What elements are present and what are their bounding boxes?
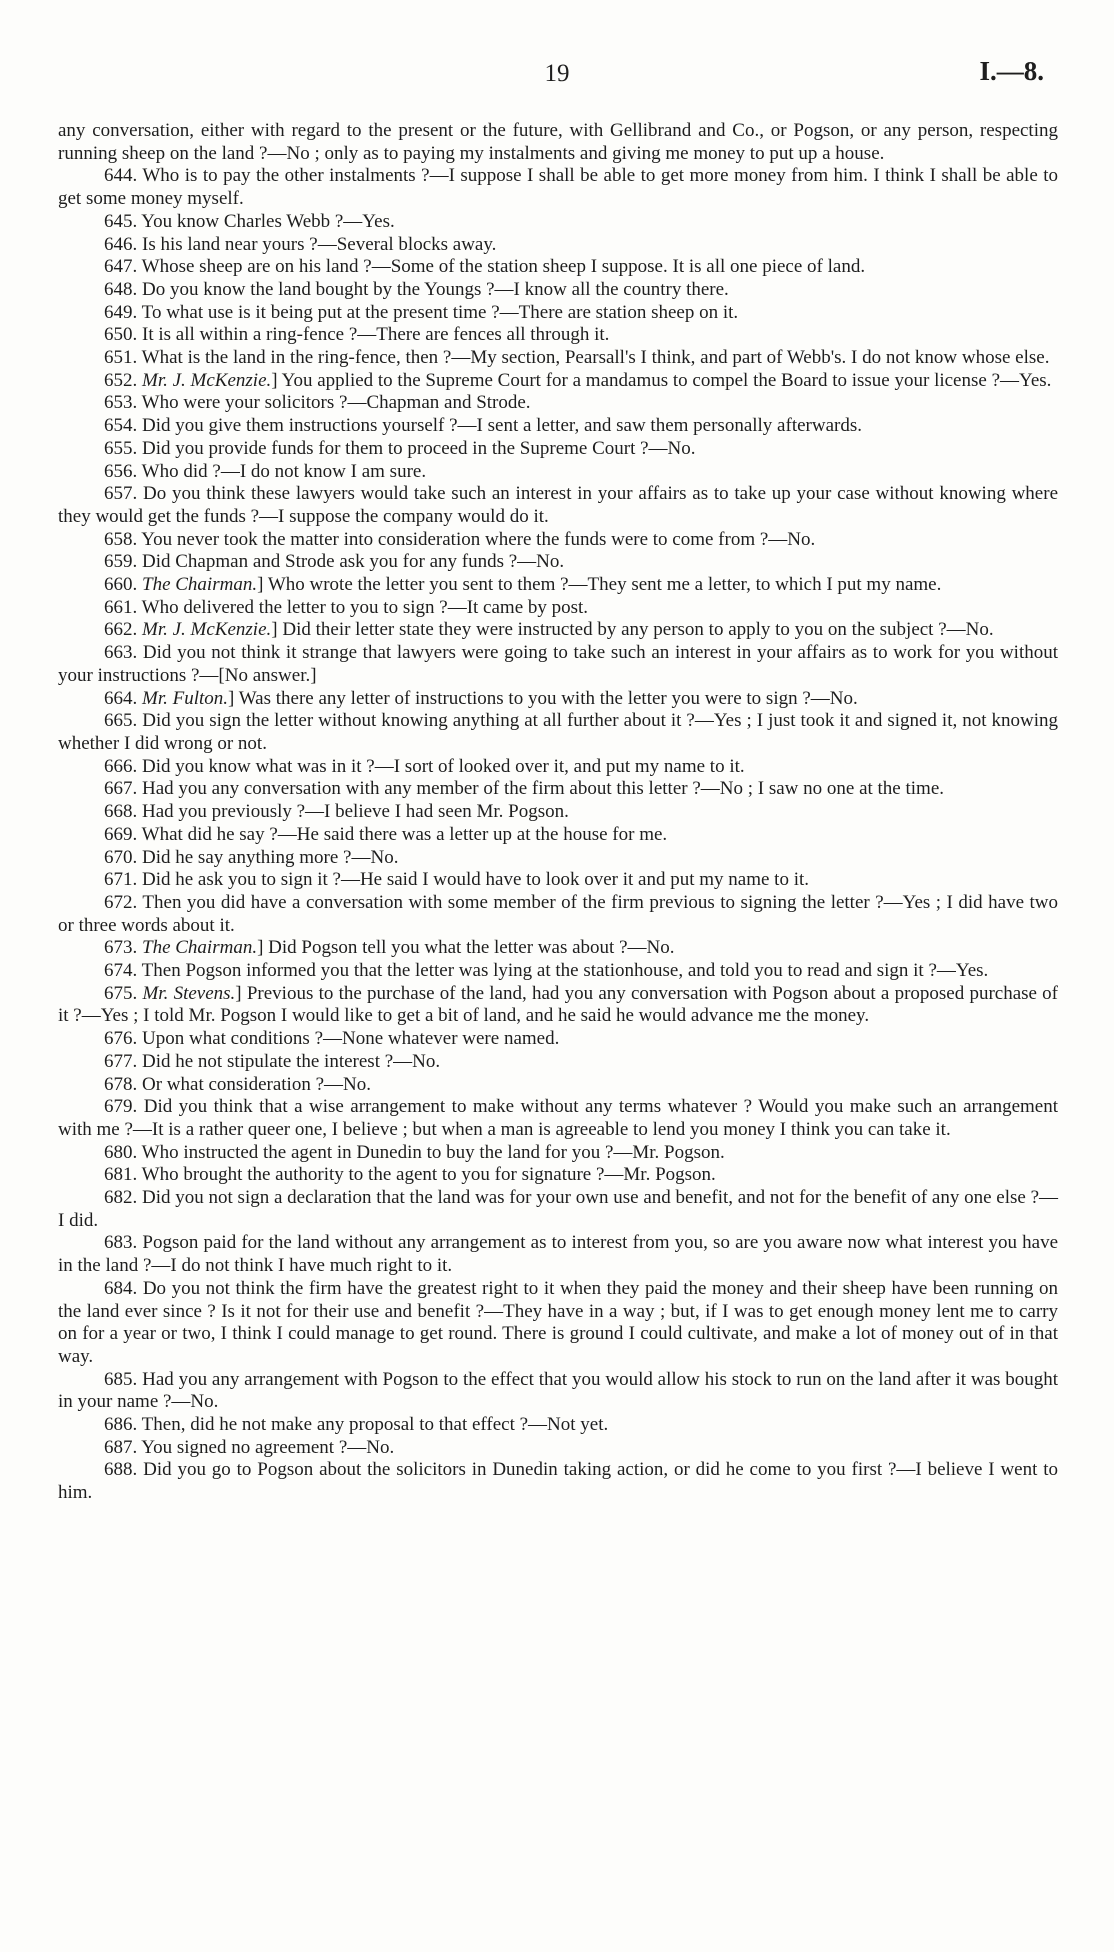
- question-number: 687.: [104, 1436, 138, 1458]
- paragraph-text: Or what consideration ?—No.: [142, 1073, 371, 1095]
- evidence-paragraph: [58, 1187, 1058, 1232]
- paper-reference: I.—8.: [979, 56, 1044, 86]
- paragraph-text: To what use is it being put at the present time ?—There are station sheep on it.: [141, 301, 739, 323]
- evidence-paragraph: 675. Mr. Stevens.] Previous to the purchase of the land, had you any conversation with Pogson about a proposed purchase of it ?—Yes ; I told Mr. Pogson I would like to get a bit of land, and he said he would advance me the money.: [58, 982, 1059, 1027]
- paragraph-text: Who brought the authority to the agent to you for signature ?—Mr. Pogson.: [141, 1164, 716, 1186]
- paragraph-text: Was there any letter of instructions to you with the letter you were to sign ?—No.: [238, 687, 858, 709]
- question-number: 685.: [104, 1368, 138, 1390]
- paragraph-text: Do you know the land bought by the Youngs ?—I know all the country there.: [142, 278, 729, 300]
- paragraph-text: You know Charles Webb ?—Yes.: [141, 210, 395, 232]
- evidence-paragraph: [58, 642, 1058, 687]
- paragraph-text: Did you not think it strange that lawyers were going to take such an interest in your affairs as to work for you without your instructions ?—[No answer.]: [58, 642, 1058, 686]
- question-number: 661.: [104, 596, 138, 618]
- evidence-paragraph: 662. Mr. J. McKenzie.] Did their letter state they were instructed by any person to apply to you on the subject ?—No.: [104, 619, 994, 641]
- question-number: 686.: [104, 1414, 138, 1436]
- evidence-paragraph: [58, 211, 1058, 234]
- paragraph-text: Did you not sign a declaration that the land was for your own use and benefit, and not for the benefit of any one else ?—I did.: [58, 1187, 1059, 1231]
- evidence-paragraph: [58, 1051, 1058, 1074]
- evidence-paragraph: [58, 824, 1058, 847]
- paragraph-text: any conversation, either with regard to the present or the future, with Gellibrand and Co., or Pogson, or any person, respecting running sheep on the land ?—No ; only as to paying my instalments and giving me money to put up a house.: [58, 120, 1058, 164]
- paragraph-text: Is his land near yours ?—Several blocks away.: [142, 233, 497, 255]
- question-number: 671.: [104, 869, 138, 891]
- question-number: 655.: [104, 437, 138, 459]
- paragraph-text: What is the land in the ring-fence, then ?—My section, Pearsall's I think, and part of Webb's. I do not know whose else.: [141, 347, 1050, 369]
- evidence-paragraph: [58, 234, 1058, 257]
- paragraph-text: Who delivered the letter to you to sign ?—It came by post.: [141, 596, 589, 618]
- question-number: 669.: [104, 823, 138, 845]
- question-number: 653.: [104, 392, 138, 414]
- evidence-paragraph: [58, 415, 1058, 438]
- evidence-paragraph: [58, 1096, 1058, 1141]
- paragraph-text: Do you not think the firm have the greatest right to it when they paid the money and their sheep have been running on the land ever since ? Is it not for their use and benefit ?—They have in a way ; but, if I was to get enough money lent me to carry on for a year or two, I think I could manage to get round. There is ground I could cultivate, and make a lot of money out of in that way.: [58, 1277, 1059, 1367]
- paragraph-text: Who wrote the letter you sent to them ?—They sent me a letter, to which I put my name.: [267, 574, 942, 596]
- evidence-paragraph: [58, 324, 1058, 347]
- paragraph-text: Did you know what was in it ?—I sort of looked over it, and put my name to it.: [142, 755, 745, 777]
- evidence-paragraph: [58, 1369, 1058, 1414]
- question-number: 645.: [104, 210, 138, 232]
- evidence-paragraph: [58, 1232, 1058, 1277]
- question-number: 658.: [104, 528, 138, 550]
- evidence-paragraph: [58, 120, 1058, 165]
- paragraph-text: Did he say anything more ?—No.: [142, 846, 399, 868]
- evidence-paragraph: [58, 801, 1058, 824]
- question-number: 683.: [104, 1232, 138, 1254]
- evidence-paragraph: [58, 1437, 1058, 1460]
- question-number: 679.: [104, 1096, 138, 1118]
- evidence-paragraph: [58, 165, 1058, 210]
- question-number: 647.: [104, 256, 138, 278]
- evidence-paragraph: [58, 279, 1058, 302]
- paragraph-text: You signed no agreement ?—No.: [141, 1436, 395, 1458]
- question-number: 677.: [104, 1050, 138, 1072]
- paragraph-text: Then you did have a conversation with some member of the firm previous to signing the letter ?—Yes ; I did have two or three words about it.: [58, 891, 1058, 936]
- question-number: 650.: [104, 324, 138, 346]
- paragraph-text: Did he ask you to sign it ?—He said I would have to look over it and put my name to it.: [142, 869, 810, 891]
- evidence-paragraph: 652. Mr. J. McKenzie.] You applied to the Supreme Court for a mandamus to compel the Board to issue your license ?—Yes.: [104, 369, 1052, 391]
- evidence-paragraph: [58, 597, 1058, 620]
- evidence-paragraph: [58, 347, 1058, 370]
- speaker-name: The Chairman.: [142, 937, 258, 959]
- question-number: 662.: [104, 619, 138, 641]
- evidence-paragraph: [58, 1459, 1058, 1504]
- evidence-paragraph: [58, 778, 1058, 801]
- question-number: 664.: [104, 687, 138, 709]
- paragraph-text: Did you provide funds for them to proceed in the Supreme Court ?—No.: [142, 437, 696, 459]
- question-number: 672.: [104, 891, 138, 913]
- evidence-paragraph: [58, 710, 1058, 755]
- question-number: 660.: [104, 574, 138, 596]
- paragraph-text: Upon what conditions ?—None whatever were named.: [142, 1028, 560, 1050]
- evidence-paragraph: [58, 1142, 1058, 1165]
- speaker-name: Mr. Fulton.: [142, 687, 229, 709]
- paragraph-text: Who is to pay the other instalments ?—I suppose I shall be able to get more money from him. I think I shall be able to get some money myself.: [58, 165, 1058, 210]
- question-number: 648.: [104, 278, 138, 300]
- evidence-paragraph: 673. The Chairman.] Did Pogson tell you what the letter was about ?—No.: [104, 937, 675, 959]
- evidence-paragraph: [58, 302, 1058, 325]
- evidence-paragraph: [58, 1164, 1058, 1187]
- paragraph-text: Who were your solicitors ?—Chapman and Strode.: [141, 392, 531, 414]
- question-number: 659.: [104, 551, 138, 573]
- paragraph-text: It is all within a ring-fence ?—There are fences all through it.: [142, 324, 610, 346]
- question-number: 682.: [104, 1187, 138, 1209]
- evidence-paragraph: [58, 869, 1058, 892]
- paragraph-text: Had you previously ?—I believe I had seen Mr. Pogson.: [142, 801, 569, 823]
- question-number: 670.: [104, 846, 138, 868]
- paragraph-text: Did Pogson tell you what the letter was about ?—No.: [268, 937, 675, 959]
- evidence-paragraph: [58, 1414, 1058, 1437]
- question-number: 646.: [104, 233, 138, 255]
- question-number: 678.: [104, 1073, 138, 1095]
- paragraph-text: Did you think that a wise arrangement to make without any terms whatever ? Would you make such an arrangement with me ?—It is a rather queer one, I believe ; but when a man is agreeable to lend you money I think you can take it.: [58, 1096, 1059, 1140]
- evidence-paragraph: [58, 483, 1058, 528]
- evidence-paragraph: [58, 551, 1058, 574]
- speaker-name: Mr. J. McKenzie.: [142, 369, 272, 391]
- question-number: 656.: [104, 460, 138, 482]
- question-number: 644.: [104, 165, 138, 187]
- question-number: 688.: [104, 1459, 138, 1481]
- evidence-paragraph: [58, 960, 1058, 983]
- paragraph-text: Did you give them instructions yourself ?—I sent a letter, and saw them personally afterwards.: [142, 415, 862, 437]
- evidence-paragraph: [58, 892, 1058, 937]
- evidence-paragraph: 664. Mr. Fulton.] Was there any letter of instructions to you with the letter you were to sign ?—No.: [104, 687, 858, 709]
- evidence-paragraph: [58, 461, 1058, 484]
- paragraph-text: Did he not stipulate the interest ?—No.: [142, 1050, 441, 1072]
- paragraph-text: Previous to the purchase of the land, had you any conversation with Pogson about a proposed purchase of it ?—Yes ; I told Mr. Pogson I would like to get a bit of land, and he said he would advance me the money.: [58, 982, 1059, 1027]
- question-number: 680.: [104, 1141, 138, 1163]
- speaker-name: Mr. Stevens.: [142, 982, 236, 1004]
- paragraph-text: Pogson paid for the land without any arrangement as to interest from you, so are you aware now what interest you have in the land ?—I do not think I have much right to it.: [58, 1232, 1059, 1277]
- paragraph-text: What did he say ?—He said there was a letter up at the house for me.: [141, 823, 668, 845]
- question-number: 668.: [104, 801, 138, 823]
- evidence-paragraph: [58, 438, 1058, 461]
- paragraph-text: Then, did he not make any proposal to that effect ?—Not yet.: [141, 1414, 609, 1436]
- question-number: 673.: [104, 937, 138, 959]
- question-number: 652.: [104, 369, 138, 391]
- question-number: 654.: [104, 415, 138, 437]
- speaker-name: Mr. J. McKenzie.: [142, 619, 272, 641]
- paragraph-text: Did you go to Pogson about the solicitors in Dunedin taking action, or did he come to you first ?—I believe I went to him.: [58, 1459, 1059, 1504]
- paragraph-text: You applied to the Supreme Court for a mandamus to compel the Board to issue your license ?—Yes.: [281, 369, 1052, 391]
- question-number: 651.: [104, 347, 138, 369]
- page-number: 19: [544, 60, 570, 87]
- paragraph-text: Then Pogson informed you that the letter was lying at the stationhouse, and told you to read and sign it ?—Yes.: [141, 960, 989, 982]
- paragraph-text: Do you think these lawyers would take such an interest in your affairs as to take up your case without knowing where they would get the funds ?—I suppose the company would do it.: [58, 483, 1058, 527]
- evidence-paragraph: [58, 392, 1058, 415]
- paragraph-text: Did their letter state they were instructed by any person to apply to you on the subject ?—No.: [282, 619, 994, 641]
- question-number: 665.: [104, 710, 138, 732]
- paragraph-text: Who did ?—I do not know I am sure.: [141, 460, 427, 482]
- evidence-paragraph: 660. The Chairman.] Who wrote the letter you sent to them ?—They sent me a letter, to which I put my name.: [104, 574, 942, 596]
- evidence-paragraph: [58, 847, 1058, 870]
- paragraph-text: Whose sheep are on his land ?—Some of the station sheep I suppose. It is all one piece of land.: [141, 256, 866, 278]
- paragraph-text: Did you sign the letter without knowing anything at all further about it ?—Yes ; I just took it and signed it, not knowing whether I did wrong or not.: [58, 710, 1059, 754]
- evidence-text: [58, 120, 1058, 1505]
- question-number: 681.: [104, 1164, 138, 1186]
- paragraph-text: Had you any conversation with any member of the firm about this letter ?—No ; I saw no one at the time.: [142, 778, 945, 800]
- question-number: 663.: [104, 642, 138, 664]
- question-number: 667.: [104, 778, 138, 800]
- evidence-paragraph: [58, 1074, 1058, 1097]
- paragraph-text: Had you any arrangement with Pogson to the effect that you would allow his stock to run on the land after it was bought in your name ?—No.: [58, 1368, 1059, 1413]
- question-number: 649.: [104, 301, 138, 323]
- question-number: 684.: [104, 1277, 138, 1299]
- evidence-paragraph: [58, 756, 1058, 779]
- question-number: 676.: [104, 1028, 138, 1050]
- evidence-paragraph: [58, 1028, 1058, 1051]
- paragraph-text: Did Chapman and Strode ask you for any funds ?—No.: [142, 551, 565, 573]
- evidence-paragraph: [58, 529, 1058, 552]
- paragraph-text: Who instructed the agent in Dunedin to buy the land for you ?—Mr. Pogson.: [141, 1141, 725, 1163]
- speaker-name: The Chairman.: [142, 574, 258, 596]
- question-number: 657.: [104, 483, 138, 505]
- evidence-paragraph: [58, 256, 1058, 279]
- evidence-paragraph: [58, 1278, 1058, 1369]
- question-number: 674.: [104, 960, 138, 982]
- paragraph-text: You never took the matter into consideration where the funds were to come from ?—No.: [141, 528, 816, 550]
- question-number: 666.: [104, 755, 138, 777]
- question-number: 675.: [104, 982, 138, 1004]
